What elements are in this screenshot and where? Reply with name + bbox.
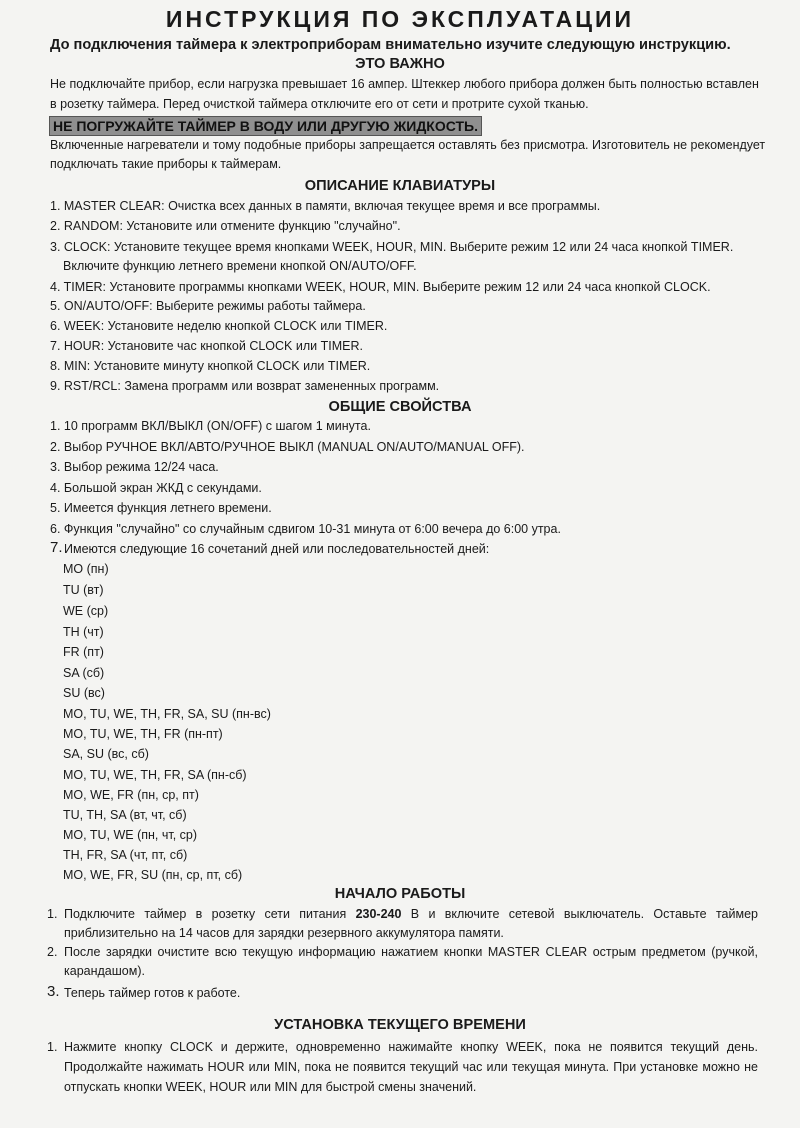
list-item: 1. MASTER CLEAR: Очистка всех данных в памяти, включая текущее время и все программы. [50,199,601,213]
important-line: в розетку таймера. Перед очисткой таймера отключите его от сети и протрите сухой тканью. [50,97,589,111]
day-combination: SA, SU (вс, сб) [63,747,149,761]
list-item: 2. RANDOM: Установите или отмените функцию "случайно". [50,219,401,233]
day-combination: WE (ср) [63,604,109,618]
day-combination: SA (сб) [63,666,105,680]
list-item-continuation: приблизительно на 14 часов для зарядки резервного аккумулятора памяти. [64,926,504,940]
list-item-continuation: отпускать кнопки WEEK, HOUR или MIN для быстрой смены значений. [64,1080,477,1094]
list-item-number: 1. [47,1040,58,1054]
important-line: подключать такие приборы к таймерам. [50,157,282,171]
list-item-continuation: Продолжайте нажимать HOUR или MIN, пока не появится текущий час или текущая минута. При установке можно не [64,1060,758,1074]
start-title: НАЧАЛО РАБОТЫ [334,886,466,902]
day-combination: SU (вс) [63,686,105,700]
list-item: 1. 10 программ ВКЛ/ВЫКЛ (ON/OFF) с шагом 1 минута. [50,419,371,433]
document-title: ИНСТРУКЦИЯ ПО ЭКСПЛУАТАЦИИ [165,6,635,32]
day-combination: MO, WE, FR, SU (пн, ср, пт, сб) [63,868,243,882]
list-item: 9. RST/RCL: Замена программ или возврат замененных программ. [50,379,440,393]
list-item: 5. ON/AUTO/OFF: Выберите режимы работы таймера. [50,299,366,313]
list-item-number: 2. [47,945,58,959]
day-combination: MO, TU, WE, TH, FR (пн-пт) [63,727,223,741]
list-item [64,907,758,921]
list-item-number: 7. [50,539,63,556]
list-item: 5. Имеется функция летнего времени. [50,501,272,515]
keyboard-title: ОПИСАНИЕ КЛАВИАТУРЫ [304,178,496,194]
list-item-number: 1. [47,907,58,921]
list-item: 7. HOUR: Установите час кнопкой CLOCK или TIMER. [50,339,363,353]
day-combination: TU (вт) [63,583,104,597]
list-item: 4. TIMER: Установите программы кнопками WEEK, HOUR, MIN. Выберите режим 12 или 24 часа кнопкой CLOCK. [50,280,711,294]
list-item-continuation: карандашом). [64,964,145,978]
list-item-number: 3. [47,983,60,1000]
day-combination: MO, TU, WE (пн, чт, ср) [63,828,198,842]
warning-banner: НЕ ПОГРУЖАЙТЕ ТАЙМЕР В ВОДУ ИЛИ ДРУГУЮ ЖИДКОСТЬ. [49,116,482,136]
list-item: 6. WEEK: Установите неделю кнопкой CLOCK или TIMER. [50,319,388,333]
list-item: Нажмите кнопку CLOCK и держите, одновременно нажимайте кнопку WEEK, пока не появится текущий день. [64,1040,758,1054]
list-item-text: В и включите сетевой выключатель. Оставьте таймер [410,907,758,921]
important-line: Не подключайте прибор, если нагрузка превышает 16 ампер. Штеккер любого прибора должен быть полностью вставлен [50,77,759,91]
important-title: ЭТО ВАЖНО [355,56,445,72]
day-combination: MO, TU, WE, TH, FR, SA (пн-сб) [63,768,247,782]
list-item: Теперь таймер готов к работе. [64,986,241,1000]
day-combination: MO (пн) [63,562,109,576]
document-subtitle: До подключения таймера к электроприборам внимательно изучите следующую инструкцию. [50,37,731,53]
day-combination: MO, WE, FR (пн, ср, пт) [63,788,199,802]
list-item: 6. Функция "случайно" со случайным сдвигом 10-31 минута от 6:00 вечера до 6:00 утра. [50,522,561,536]
day-combination: TU, TH, SA (вт, чт, сб) [63,808,187,822]
features-title: ОБЩИЕ СВОЙСТВА [328,399,472,415]
day-combination: TH (чт) [63,625,104,639]
day-combination: FR (пт) [63,645,104,659]
list-item: 4. Большой экран ЖКД с секундами. [50,481,262,495]
list-item-text: Подключите таймер в розетку сети питания [64,907,347,921]
list-item: После зарядки очистите всю текущую информацию нажатием кнопки MASTER CLEAR острым предметом (ручкой, [64,945,758,959]
list-item: 3. CLOCK: Установите текущее время кнопками WEEK, HOUR, MIN. Выберите режим 12 или 24 часа кнопкой TIMER. [50,240,734,254]
list-item: Имеются следующие 16 сочетаний дней или последовательностей дней: [64,542,490,556]
day-combination: MO, TU, WE, TH, FR, SA, SU (пн-вс) [63,707,271,721]
voltage-value: 230-240 [355,907,402,921]
day-combination: TH, FR, SA (чт, пт, сб) [63,848,188,862]
set-time-title: УСТАНОВКА ТЕКУЩЕГО ВРЕМЕНИ [274,1017,526,1033]
list-item: 8. MIN: Установите минуту кнопкой CLOCK или TIMER. [50,359,371,373]
list-item-continuation: Включите функцию летнего времени кнопкой ON/AUTO/OFF. [63,259,417,273]
important-line: Включенные нагреватели и тому подобные приборы запрещается оставлять без присмотра. Изготовитель не рекомендует [50,138,766,152]
list-item: 2. Выбор РУЧНОЕ ВКЛ/АВТО/РУЧНОЕ ВЫКЛ (MANUAL ON/AUTO/MANUAL OFF). [50,440,525,454]
list-item: 3. Выбор режима 12/24 часа. [50,460,219,474]
